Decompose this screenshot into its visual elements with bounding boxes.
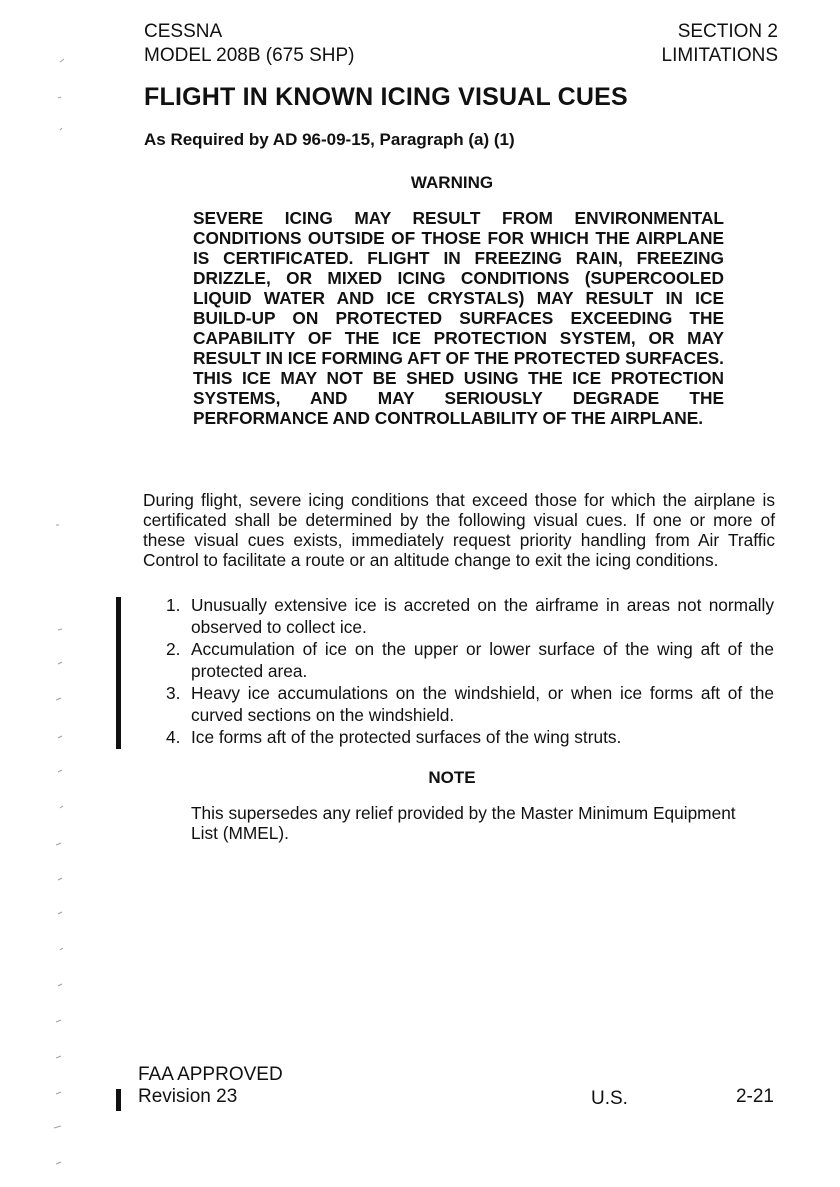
scan-speck [58,770,62,772]
warning-heading: WARNING [410,173,494,192]
item-number: 3. [166,683,181,703]
section-name: LIMITATIONS [661,45,778,66]
item-number: 4. [166,727,181,747]
scan-speck [60,59,64,62]
scan-speck [60,806,63,808]
item-text: Ice forms aft of the protected surfaces of the wing struts. [191,727,622,747]
page-number: 2-21 [735,1086,774,1107]
scan-speck [58,736,62,738]
region-label: U.S. [591,1088,628,1109]
scan-speck [58,629,62,630]
list-item [166,682,774,726]
scan-speck [56,1092,61,1094]
item-text: Accumulation of ice on the upper or lower surface of the wing aft of the protected area. [191,639,774,681]
page-title: FLIGHT IN KNOWN ICING VISUAL CUES [144,83,628,111]
header-left [144,20,355,68]
page-subtitle: As Required by AD 96-09-15, Paragraph (a) (1) [144,130,515,149]
faa-approved: FAA APPROVED [138,1064,283,1085]
scan-speck [56,1162,61,1164]
scan-speck [56,1020,61,1022]
scan-speck [58,912,62,914]
intro-paragraph: During flight, severe icing conditions that exceed those for which the airplane is certificated shall be determined by the following visual cues. If one or more of these visual cues exists, immediately request priority handling from Air Traffic Control to facilitate a route or an altitude change to exit the icing conditions. [143,490,775,570]
scan-speck [58,662,62,664]
change-bar [116,597,121,749]
scan-speck [58,878,62,880]
model: MODEL 208B (675 SHP) [144,45,355,66]
item-number: 1. [166,595,181,615]
note-heading: NOTE [428,768,476,787]
scan-speck [56,843,61,845]
note-body: This supersedes any relief provided by the Master Minimum Equipment List (MMEL). [191,803,736,843]
scan-speck [54,1126,61,1128]
visual-cues-list [166,594,774,748]
header-right [662,20,778,68]
scan-margin-marks [30,0,70,1187]
item-text: Unusually extensive ice is accreted on the airframe in areas not normally observed to collect ice. [191,595,774,637]
item-number: 2. [166,639,181,659]
scan-speck [60,948,63,950]
revision-label: Revision 23 [138,1086,238,1107]
list-item [166,726,774,748]
manufacturer: CESSNA [144,21,223,42]
item-text: Heavy ice accumulations on the windshield, or when ice forms aft of the curved sections on the windshield. [191,683,774,725]
scan-speck [56,1056,61,1058]
warning-body: SEVERE ICING MAY RESULT FROM ENVIRONMENTAL CONDITIONS OUTSIDE OF THOSE FOR WHICH THE AIRPLANE IS CERTIFICATED. FLIGHT IN FREEZING RAIN, FREEZING DRIZZLE, OR MIXED ICING CONDITIONS (SUPERCOOLED LIQUID WATER AND ICE CRYSTALS) MAY RESULT IN ICE BUILD-UP ON PROTECTED SURFACES EXCEEDING THE CAPABILITY OF THE ICE PROTECTION SYSTEM, OR MAY RESULT IN ICE FORMING AFT OF THE PROTECTED SURFACES. THIS ICE MAY NOT BE SHED USING THE ICE PROTECTION SYSTEMS, AND MAY SERIOUSLY DEGRADE THE PERFORMANCE AND CONTROLLABILITY OF THE AIRPLANE. [193,208,724,428]
footer-change-bar [116,1089,121,1111]
scan-speck [58,984,62,986]
scan-speck [60,128,62,130]
scan-speck [58,97,61,98]
scan-speck [56,698,61,700]
section-number: SECTION 2 [677,21,778,42]
list-item [166,594,774,638]
list-item [166,638,774,682]
